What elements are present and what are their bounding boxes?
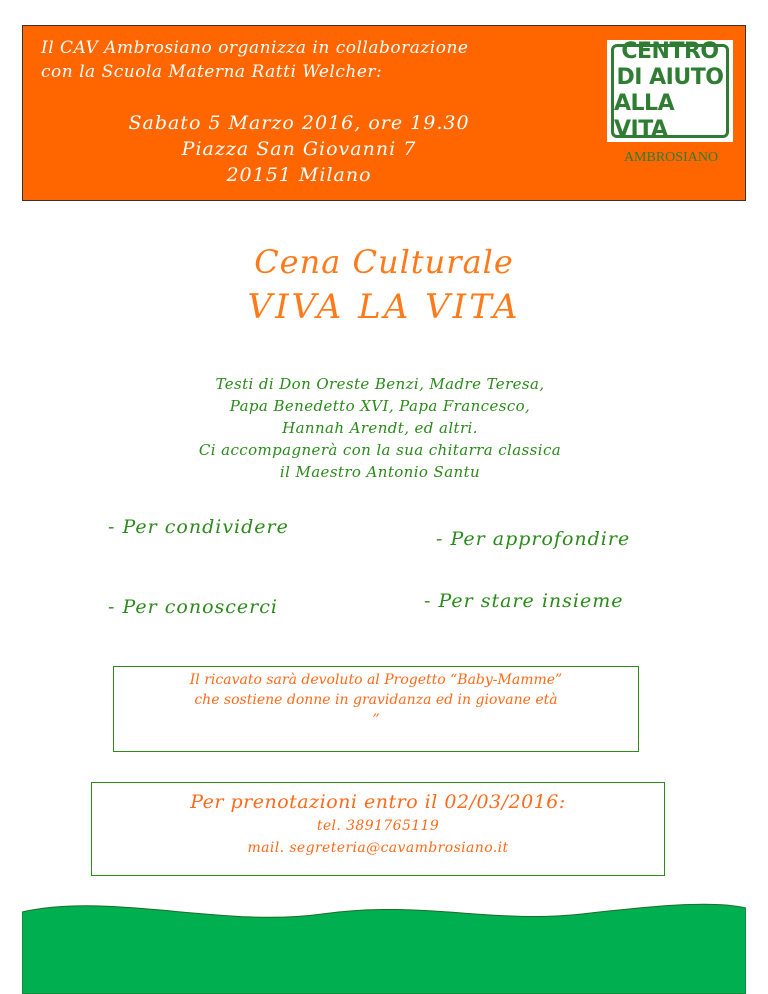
organizer-intro	[41, 36, 601, 84]
wave-shape	[22, 904, 746, 994]
event-title	[0, 240, 768, 330]
description-line-3: Hannah Arendt, ed altri.	[282, 419, 478, 437]
logo-line-3: ALLA VITA	[614, 91, 675, 142]
item-approfondire: - Per approfondire	[436, 528, 631, 550]
booking-mail: mail. segreteria@cavambrosiano.it	[247, 840, 509, 856]
donation-line-1: Il ricavato sarà devoluto al Progetto “Baby-Mamme”	[189, 672, 563, 688]
event-date-location	[89, 110, 509, 188]
event-city: 20151 Milano	[226, 164, 372, 186]
item-stare-insieme: - Per stare insieme	[424, 590, 624, 612]
logo-line-2: DI AIUTO	[616, 65, 724, 90]
title-line-1: Cena Culturale	[254, 243, 514, 281]
logo-line-1: CENTRO	[621, 39, 719, 64]
donation-line-2: che sostiene donne in gravidanza ed in giovane età	[194, 692, 558, 708]
logo-subtitle: AMBROSIANO	[623, 150, 719, 165]
logo-frame	[611, 39, 729, 142]
intro-line-2: con la Scuola Materna Ratti Welcher:	[41, 62, 383, 82]
green-wave-decoration	[22, 898, 746, 994]
event-address: Piazza San Giovanni 7	[181, 138, 417, 160]
booking-box	[91, 782, 665, 876]
cav-logo	[607, 40, 733, 142]
description-line-4: Ci accompagnerà con la sua chitarra classica	[198, 441, 562, 459]
booking-phone: tel. 3891765119	[316, 818, 440, 834]
event-description	[100, 373, 660, 483]
donation-line-3: ”	[372, 712, 380, 728]
event-header-banner	[22, 25, 746, 201]
description-line-2: Papa Benedetto XVI, Papa Francesco,	[229, 397, 531, 415]
intro-line-1: Il CAV Ambrosiano organizza in collaborazione	[41, 38, 469, 58]
booking-title: Per prenotazioni entro il 02/03/2016:	[190, 791, 566, 813]
title-line-2: VIVA LA VITA	[247, 287, 521, 327]
description-line-1: Testi di Don Oreste Benzi, Madre Teresa,	[215, 375, 545, 393]
donation-box	[113, 666, 639, 752]
item-condividere: - Per condividere	[108, 516, 289, 538]
description-line-5: il Maestro Antonio Santu	[279, 463, 481, 481]
item-conoscerci: - Per conoscerci	[108, 596, 278, 618]
event-date: Sabato 5 Marzo 2016, ore 19.30	[128, 112, 470, 134]
